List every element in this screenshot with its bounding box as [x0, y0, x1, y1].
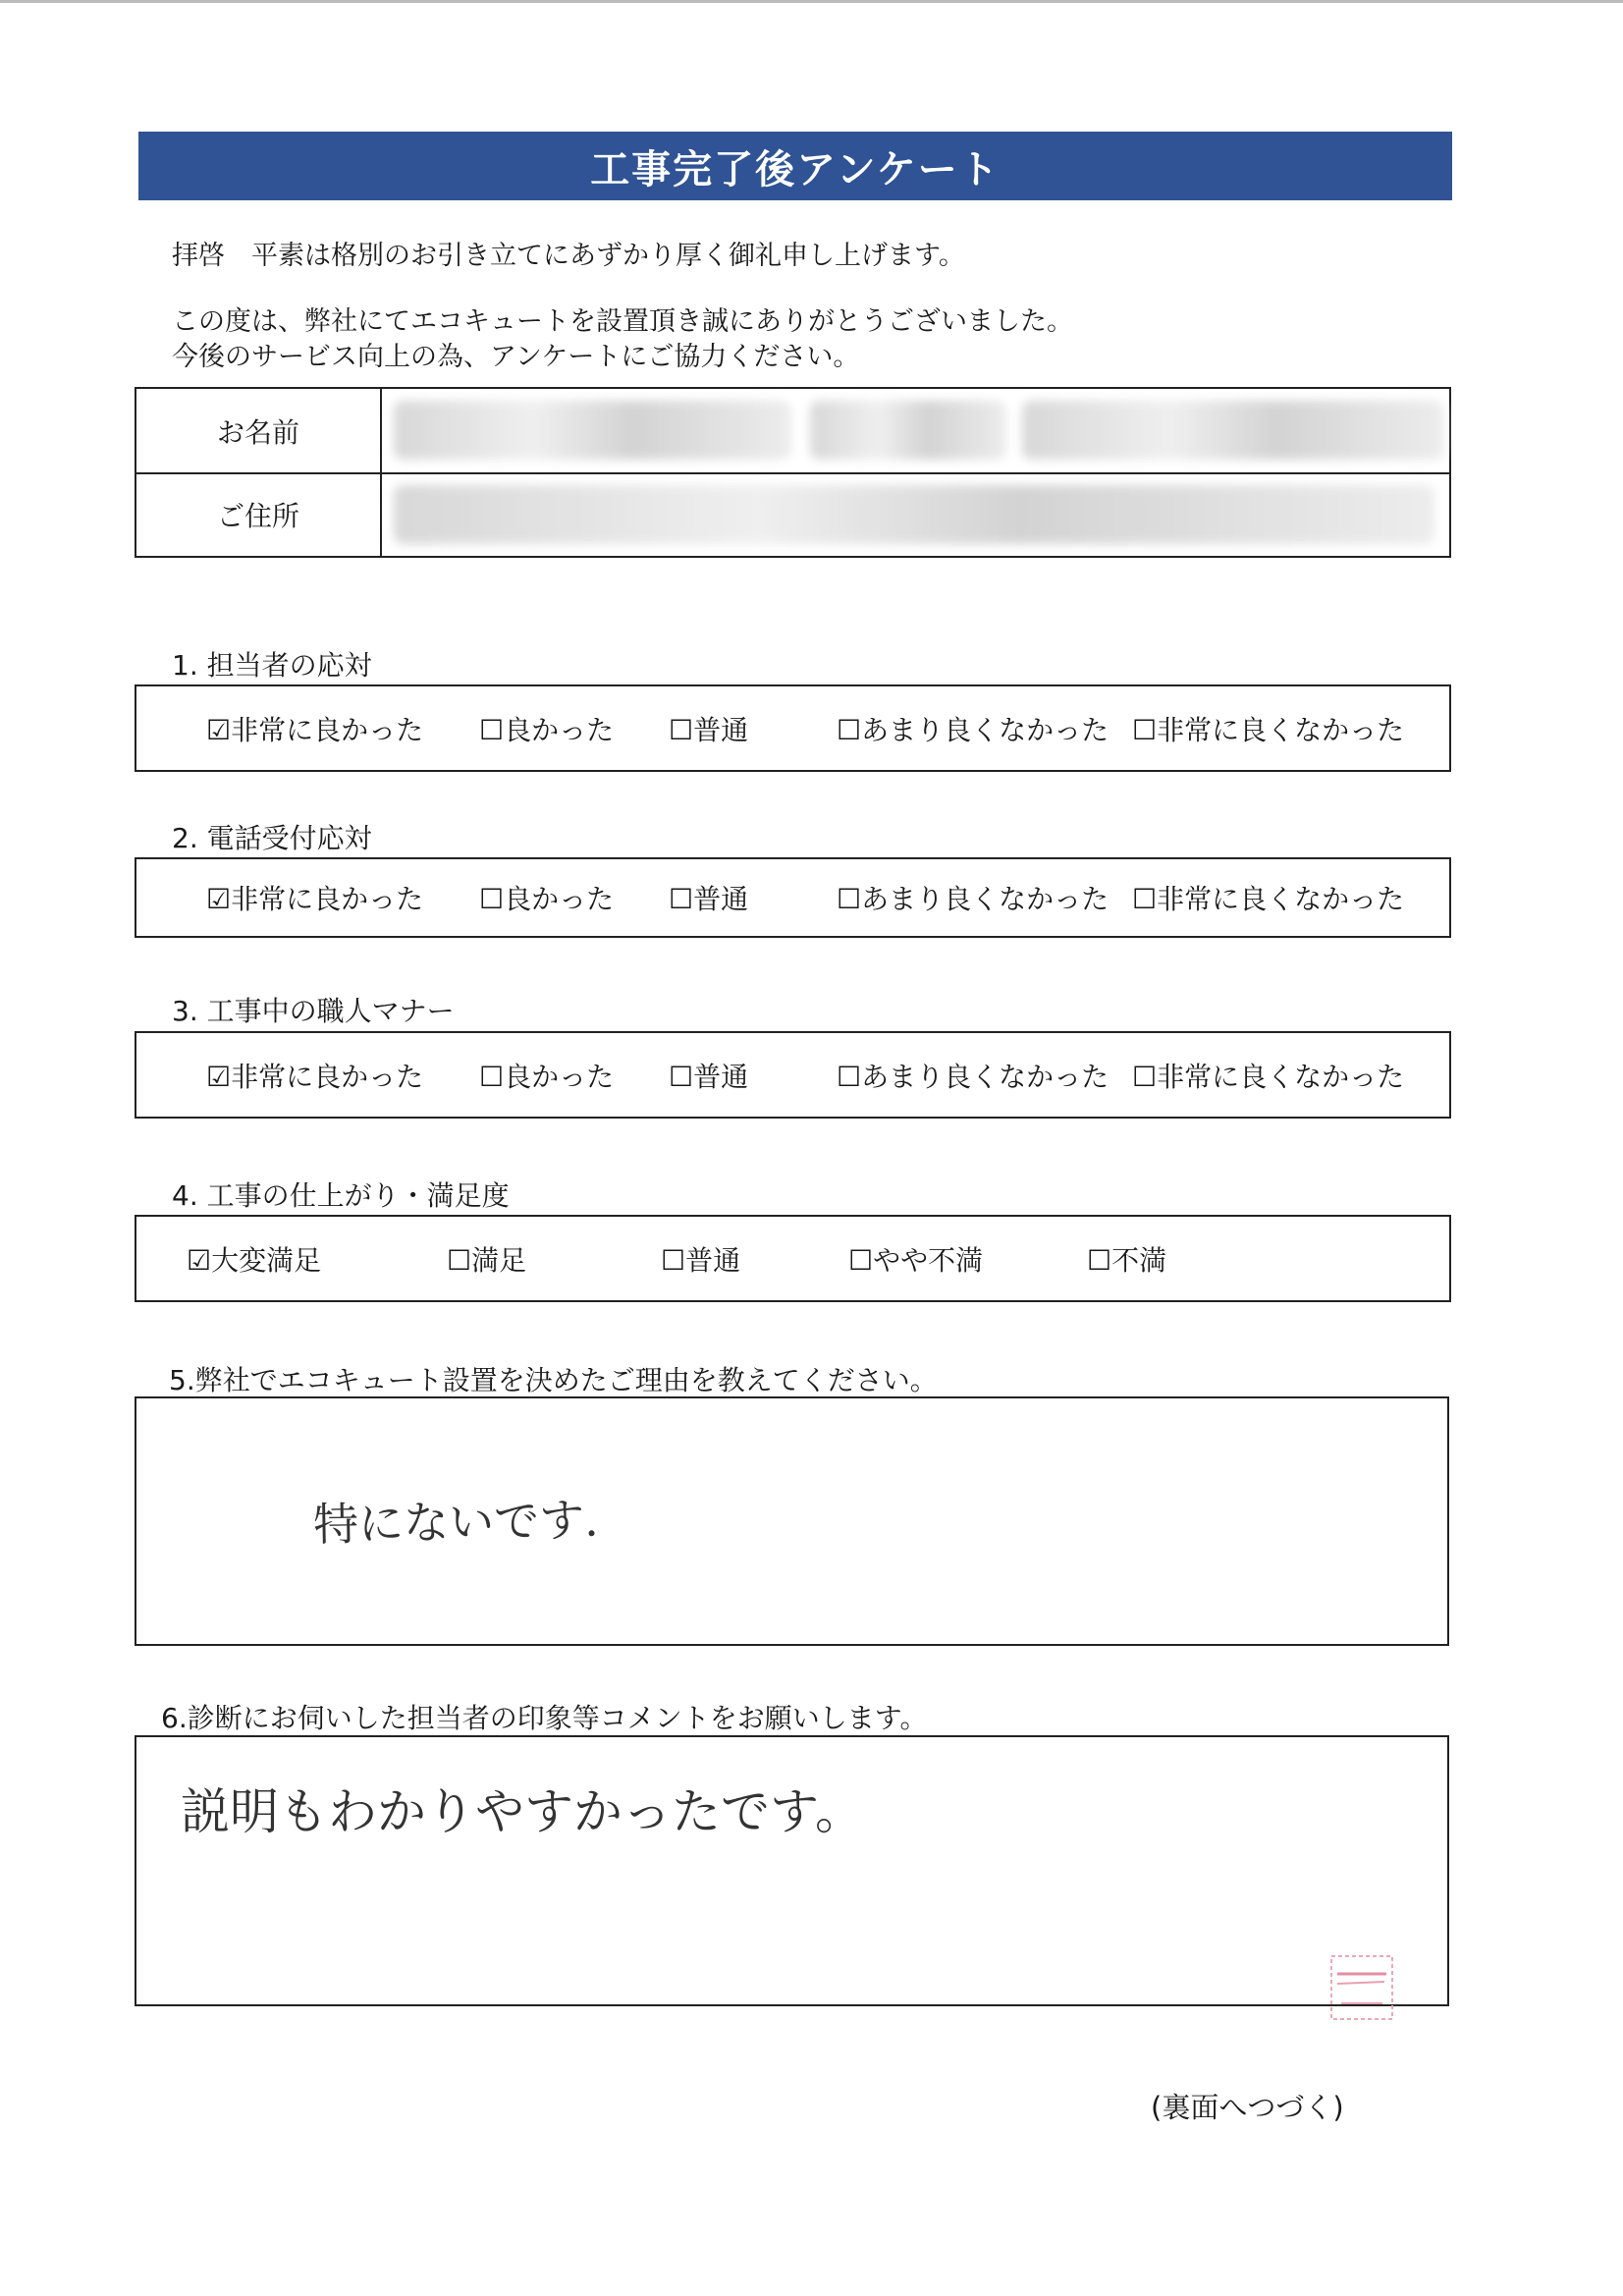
q4-option-4[interactable]: ☐やや不満: [848, 1243, 984, 1277]
checkbox-icon[interactable]: ☐: [1087, 1243, 1112, 1277]
checkbox-icon[interactable]: ☐: [837, 1060, 862, 1093]
checkbox-icon[interactable]: ☐: [1132, 883, 1158, 915]
q3-option-3[interactable]: ☐普通: [669, 1060, 749, 1093]
question-5-title: 5.弊社でエコキュート設置を決めたご理由を教えてください。: [169, 1364, 938, 1396]
question-4-options: [135, 1215, 1451, 1302]
scan-edge: [0, 0, 1623, 3]
customer-info-table: [135, 387, 1451, 558]
page-title: 工事完了後アンケート: [138, 132, 1452, 200]
intro-thanks: この度は、弊社にてエコキュートを設置頂き誠にありがとうございました。: [172, 306, 1073, 337]
question-5-answer-box[interactable]: [135, 1396, 1449, 1646]
stamp-mark: [1327, 1952, 1396, 2023]
q3-option-4[interactable]: ☐あまり良くなかった: [837, 1060, 1109, 1093]
checkbox-checked-icon[interactable]: ☑: [206, 713, 232, 746]
q3-option-5[interactable]: ☐非常に良くなかった: [1132, 1060, 1405, 1093]
checkbox-checked-icon[interactable]: ☑: [187, 1243, 212, 1277]
checkbox-icon[interactable]: ☐: [479, 1060, 505, 1093]
question-6-answer-box[interactable]: [135, 1735, 1449, 2006]
q4-option-3[interactable]: ☐普通: [661, 1243, 741, 1277]
question-2-title: 2. 電話受付応対: [172, 822, 372, 854]
q1-option-1[interactable]: ☑非常に良かった: [206, 713, 424, 746]
q1-option-5[interactable]: ☐非常に良くなかった: [1132, 713, 1405, 746]
checkbox-icon[interactable]: ☐: [669, 1060, 694, 1093]
question-1-options: [135, 684, 1451, 772]
question-4-title: 4. 工事の仕上がり・満足度: [172, 1179, 510, 1212]
name-label: お名前: [136, 389, 382, 472]
address-label: ご住所: [136, 473, 382, 556]
name-value-redacted: [382, 389, 1449, 472]
name-row: [136, 389, 1449, 474]
q4-option-2[interactable]: ☐満足: [447, 1243, 527, 1277]
checkbox-icon[interactable]: ☐: [837, 713, 862, 746]
question-2-options: [135, 857, 1451, 938]
checkbox-icon[interactable]: ☐: [479, 713, 505, 746]
address-value-redacted: [382, 473, 1449, 556]
checkbox-icon[interactable]: ☐: [1132, 713, 1158, 746]
checkbox-icon[interactable]: ☐: [837, 883, 862, 915]
checkbox-icon[interactable]: ☐: [848, 1243, 874, 1277]
continued-note: (裏面へつづく): [1151, 2091, 1344, 2124]
question-1-title: 1. 担当者の応対: [172, 649, 372, 682]
intro-request: 今後のサービス向上の為、アンケートにご協力ください。: [172, 342, 860, 372]
q3-option-2[interactable]: ☐良かった: [479, 1060, 615, 1093]
q1-option-2[interactable]: ☐良かった: [479, 713, 615, 746]
checkbox-icon[interactable]: ☐: [669, 883, 694, 915]
checkbox-icon[interactable]: ☐: [447, 1243, 472, 1277]
question-5-handwritten-answer: 特にないです.: [312, 1493, 600, 1552]
address-row: [136, 473, 1449, 556]
checkbox-icon[interactable]: ☐: [661, 1243, 686, 1277]
question-6-title: 6.診断にお伺いした担当者の印象等コメントをお願いします。: [161, 1702, 928, 1734]
q2-option-2[interactable]: ☐良かった: [479, 883, 615, 915]
checkbox-icon[interactable]: ☐: [479, 883, 505, 915]
checkbox-icon[interactable]: ☐: [1132, 1060, 1158, 1093]
q1-option-3[interactable]: ☐普通: [669, 713, 749, 746]
q2-option-1[interactable]: ☑非常に良かった: [206, 883, 424, 915]
question-3-options: [135, 1031, 1451, 1119]
checkbox-checked-icon[interactable]: ☑: [206, 1060, 232, 1093]
q3-option-1[interactable]: ☑非常に良かった: [206, 1060, 424, 1093]
checkbox-checked-icon[interactable]: ☑: [206, 883, 232, 915]
question-3-title: 3. 工事中の職人マナー: [172, 995, 455, 1027]
q2-option-3[interactable]: ☐普通: [669, 883, 749, 915]
question-6-handwritten-answer: 説明もわかりやすかったです。: [181, 1783, 864, 1840]
q1-option-4[interactable]: ☐あまり良くなかった: [837, 713, 1109, 746]
checkbox-icon[interactable]: ☐: [669, 713, 694, 746]
intro-greeting: 拝啓 平素は格別のお引き立てにあずかり厚く御礼申し上げます。: [172, 241, 965, 271]
q4-option-5[interactable]: ☐不満: [1087, 1243, 1167, 1277]
q4-option-1[interactable]: ☑大変満足: [187, 1243, 322, 1277]
q2-option-4[interactable]: ☐あまり良くなかった: [837, 883, 1109, 915]
q2-option-5[interactable]: ☐非常に良くなかった: [1132, 883, 1405, 915]
